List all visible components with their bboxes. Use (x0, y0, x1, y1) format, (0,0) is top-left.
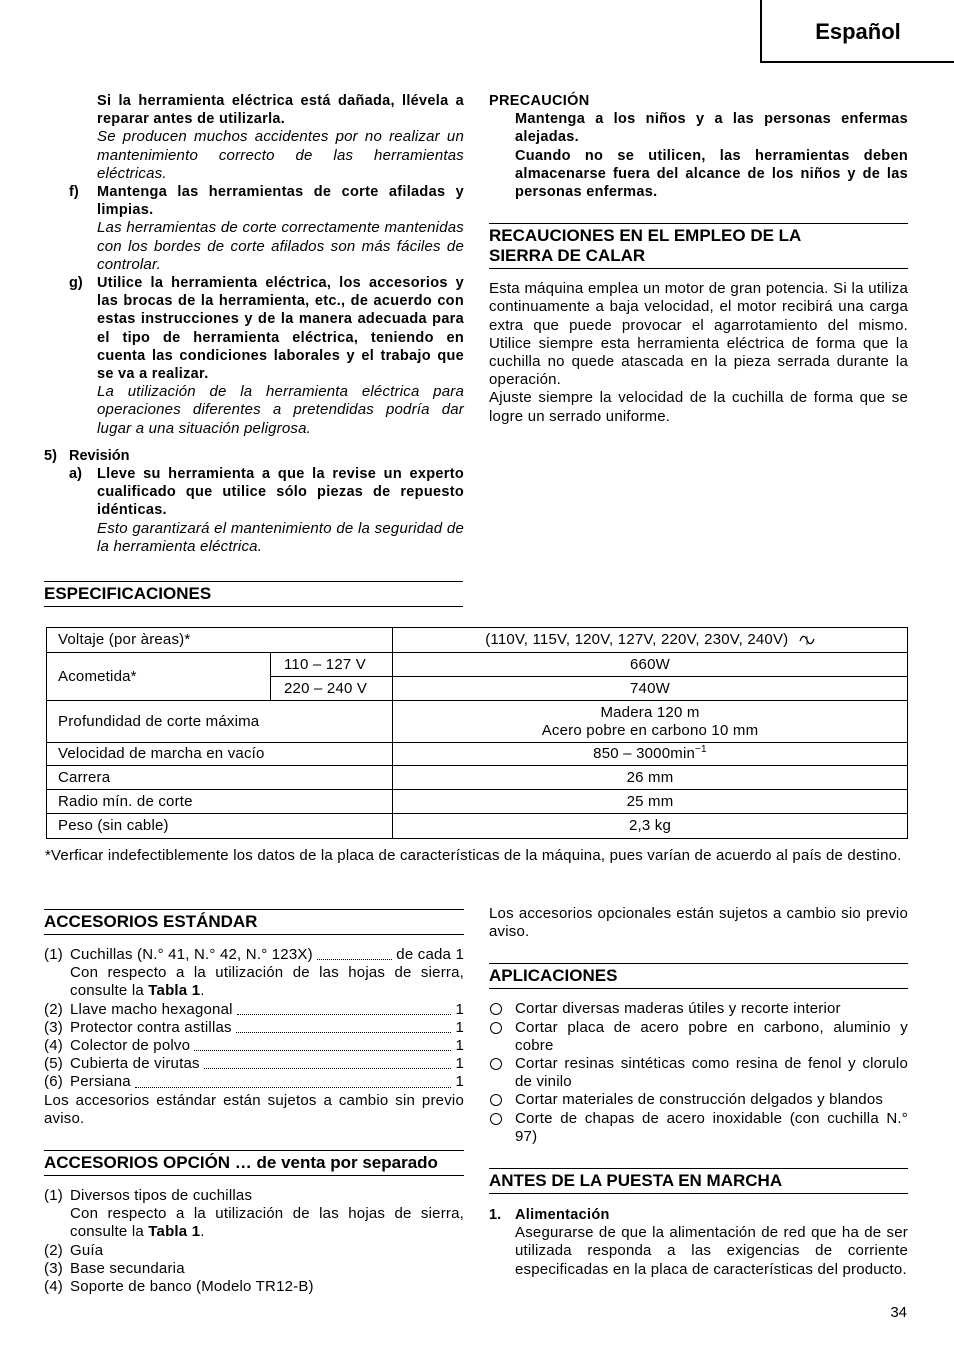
spec-label: Radio mín. de corte (47, 790, 393, 814)
item-label: Diversos tipos de cuchillas (70, 1187, 253, 1205)
instruction-text: Lleve su herramienta a que la revise un experto cualificado que utilice sólo piezas de repuesto idénticas. (97, 466, 464, 519)
spec-row-input-1 (47, 653, 908, 677)
spec-value: (110V, 115V, 120V, 127V, 220V, 230V, 240V) (485, 631, 789, 648)
item-number: (4) (44, 1037, 63, 1055)
list-item (44, 1037, 464, 1055)
page-number: 34 (890, 1304, 907, 1321)
item-number: (3) (44, 1018, 63, 1036)
optional-accessories-notice: Los accesorios opcionales están sujetos a cambio sio previo aviso. (489, 905, 908, 941)
spec-row-voltage (47, 628, 908, 653)
precautions-column (489, 92, 908, 426)
list-item (44, 1001, 464, 1019)
dot-leader (317, 959, 393, 960)
dot-leader (194, 1050, 451, 1051)
applications-heading (489, 963, 908, 989)
item-text: Cortar materiales de construcción delgados y blandos (515, 1091, 884, 1109)
item-quantity: 1 (455, 1037, 464, 1055)
item-note (70, 1205, 464, 1241)
instruction-reason: Se producen muchos accidentes por no realizar un mantenimiento correcto de las herramientas eléctricas. (97, 128, 464, 182)
spec-value: 25 mm (393, 790, 908, 814)
spec-label: Velocidad de marcha en vacío (47, 743, 393, 766)
spec-row-stroke (47, 766, 908, 790)
spec-exponent: −1 (695, 744, 707, 755)
section-title: Revisión (69, 447, 130, 464)
item-label: Cuchillas (N.° 41, N.° 42, N.° 123X) (70, 946, 313, 963)
instruction-text: Si la herramienta eléctrica está dañada, llévela a reparar antes de utilizarla. (97, 93, 464, 128)
paragraph: Ajuste siempre la velocidad de la cuchilla de forma que se logre un serrado uniforme. (489, 389, 908, 425)
item-label: Cubierta de virutas (70, 1055, 200, 1073)
item-label: Soporte de banco (Modelo TR12-B) (70, 1278, 314, 1296)
item-label: Llave macho hexagonal (70, 1000, 233, 1018)
spec-row-speed (47, 743, 908, 766)
item-marker: f) (69, 184, 79, 201)
spec-value: 2,3 kg (393, 814, 908, 839)
spec-value-cell (393, 743, 908, 766)
list-item (44, 946, 464, 1001)
note-end: . (200, 1223, 205, 1241)
item-number: (6) (44, 1073, 63, 1091)
note-table-ref: Tabla 1 (148, 1223, 201, 1241)
list-item (489, 1000, 908, 1018)
precaution-title: PRECAUCIÓN (489, 93, 590, 109)
note-text: Con respecto a la utilización de las hojas de sierra, consulte la (70, 964, 464, 1000)
spec-label: Profundidad de corte máxima (47, 701, 393, 743)
item-marker: a) (69, 466, 82, 483)
list-item (489, 1091, 908, 1109)
spec-value: 740W (393, 677, 908, 701)
item-label: Persiana (70, 1073, 131, 1091)
item-number: (1) (44, 1187, 63, 1205)
item-marker: g) (69, 275, 83, 292)
list-item (489, 1019, 908, 1055)
instruction-g (44, 274, 464, 438)
instruction-service-a (44, 465, 464, 556)
spec-row-cutting-depth (47, 701, 908, 743)
heading-text: APLICACIONES (489, 966, 618, 986)
item-number: (2) (44, 1241, 63, 1259)
alternating-current-icon (799, 634, 815, 646)
item-quantity: 1 (455, 1018, 464, 1036)
spec-row-weight (47, 814, 908, 839)
spec-row-radius (47, 790, 908, 814)
instruction-reason: La utilización de la herramienta eléctrica para operaciones diferentes a pretendidas podría dar lugar a una situación peligrosa. (97, 383, 464, 437)
accessories-column (44, 909, 464, 1296)
saw-precautions-heading (489, 223, 908, 269)
language-label: Español (815, 18, 901, 44)
before-start-heading (489, 1168, 908, 1194)
item-quantity: 1 (455, 1055, 464, 1073)
safety-instructions-column (44, 92, 464, 556)
section-number: 5) (44, 447, 57, 464)
heading-text: ESPECIFICACIONES (44, 584, 212, 603)
instruction-reason: Esto garantizará el mantenimiento de la seguridad de la herramienta eléctrica. (97, 519, 464, 555)
spec-label: Peso (sin cable) (47, 814, 393, 839)
saw-precautions-body (489, 280, 908, 426)
circle-bullet-icon (490, 1094, 502, 1106)
spec-label: Voltaje (por àreas)* (47, 628, 393, 653)
spec-voltage-range: 220 – 240 V (271, 677, 393, 701)
circle-bullet-icon (490, 1058, 502, 1070)
list-item (44, 1278, 464, 1296)
specifications-heading (44, 581, 463, 607)
language-tab (760, 0, 954, 63)
item-quantity: 1 (455, 1000, 464, 1018)
circle-bullet-icon (490, 1022, 502, 1034)
list-item (489, 1110, 908, 1146)
precaution-line: Cuando no se utilicen, las herramientas deben almacenarse fuera del alcance de los niños y de las personas enfermas. (515, 147, 908, 201)
power-source-item (489, 1206, 908, 1279)
item-title: Alimentación (515, 1207, 610, 1224)
list-item (44, 1055, 464, 1073)
spec-value-steel: Acero pobre en carbono 10 mm (541, 721, 759, 739)
note-table-ref: Tabla 1 (148, 982, 201, 1000)
applications-column (489, 905, 908, 1279)
specifications-table-container (46, 627, 907, 839)
circle-bullet-icon (490, 1113, 502, 1125)
heading-text: RECAUCIONES EN EL EMPLEO DE LA SIERRA DE CALAR (489, 226, 801, 266)
precaution-line: Mantenga a los niños y a las personas enfermas alejadas. (515, 111, 908, 146)
item-text: Cortar resinas sintéticas como resina de fenol y clorulo de vinilo (515, 1055, 908, 1091)
instruction-text: Utilice la herramienta eléctrica, los accesorios y las brocas de la herramienta, etc., de acuerdo con estas instrucciones y de la manera adecuada para el tipo de herramienta eléctrica, teniendo en cuenta las condiciones laborales y el trabajo que se va a realizar. (97, 275, 464, 383)
list-item (44, 1073, 464, 1091)
dot-leader (237, 1014, 452, 1015)
item-label: Protector contra astillas (70, 1018, 232, 1036)
list-item (44, 1187, 464, 1242)
standard-accessories-notice: Los accesorios estándar están sujetos a cambio sin previo aviso. (44, 1091, 464, 1127)
list-item (44, 1260, 464, 1278)
instruction-reason: Las herramientas de corte correctamente mantenidas con los bordes de corte afilados son más fáciles de controlar. (97, 219, 464, 273)
standard-accessories-heading (44, 909, 464, 935)
instruction-text: Mantenga las herramientas de corte afiladas y limpias. (97, 184, 464, 219)
heading-text: ACCESORIOS ESTÁNDAR (44, 912, 258, 931)
spec-value: 660W (393, 653, 908, 677)
item-number: (5) (44, 1055, 63, 1073)
spec-value: 26 mm (393, 766, 908, 790)
instruction-damaged-tool (44, 92, 464, 183)
instruction-f (44, 183, 464, 274)
note-end: . (200, 982, 205, 1000)
item-label: Guía (70, 1241, 104, 1259)
spec-value: 850 – 3000min (593, 745, 696, 762)
spec-label: Acometida* (47, 653, 271, 701)
item-text: Cortar diversas maderas útiles y recorte interior (515, 1000, 841, 1018)
service-section-heading (44, 447, 464, 465)
item-number: 1. (489, 1207, 502, 1224)
applications-list (489, 1000, 908, 1146)
item-quantity: 1 (455, 1073, 464, 1091)
spec-value-cell (393, 628, 908, 653)
paragraph: Esta máquina emplea un motor de gran potencia. Si la utiliza continuamente a baja velocidad, el motor recibirá una carga extra que puede provocar el agarrotamiento del mismo. Utilice siempre esta herramienta eléctrica de forma que la cuchilla no quede atascada en la pieza serrada durante la operación. (489, 280, 908, 389)
spec-voltage-range: 110 – 127 V (271, 653, 393, 677)
specifications-footnote: *Verficar indefectiblemente los datos de la placa de características de la máquina, pues varían de acuerdo al país de destino. (45, 847, 902, 864)
item-text: Corte de chapas de acero inoxidable (con cuchilla N.° 97) (515, 1109, 908, 1145)
specifications-table (46, 627, 908, 839)
dot-leader (204, 1068, 452, 1069)
list-item (44, 1019, 464, 1037)
spec-value-wood: Madera 120 m (600, 703, 700, 721)
note-text: Con respecto a la utilización de las hojas de sierra, consulte la (70, 1205, 464, 1241)
item-number: (1) (44, 946, 63, 963)
list-item (44, 1242, 464, 1260)
item-label: Colector de polvo (70, 1037, 191, 1055)
heading-text: ANTES DE LA PUESTA EN MARCHA (489, 1171, 783, 1191)
spec-value-cell (393, 701, 908, 743)
item-text: Cortar placa de acero pobre en carbono, aluminio y cobre (515, 1018, 908, 1054)
item-label: Base secundaria (70, 1259, 185, 1277)
circle-bullet-icon (490, 1003, 502, 1015)
item-number: (3) (44, 1259, 63, 1277)
optional-accessories-list (44, 1187, 464, 1296)
spec-label: Carrera (47, 766, 393, 790)
standard-accessories-list (44, 946, 464, 1092)
item-quantity: de cada 1 (396, 946, 464, 963)
item-number: (4) (44, 1278, 63, 1296)
item-text: Asegurarse de que la alimentación de red que ha de ser utilizada responda a las exigencias de corriente especificadas en la placa de características del producto. (515, 1224, 908, 1278)
list-item (489, 1055, 908, 1091)
item-note (70, 964, 464, 1000)
heading-text: ACCESORIOS OPCIÓN … de venta por separado (44, 1153, 438, 1173)
dot-leader (135, 1087, 452, 1088)
optional-accessories-heading (44, 1150, 464, 1176)
dot-leader (236, 1032, 452, 1033)
item-number: (2) (44, 1000, 63, 1018)
